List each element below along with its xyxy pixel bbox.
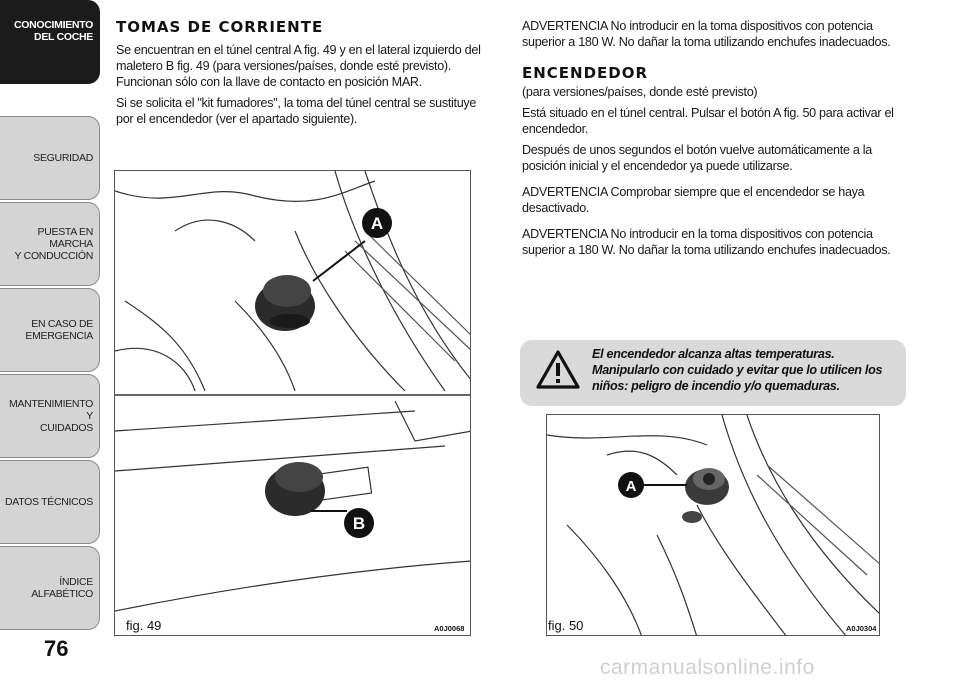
tab-mantenimiento[interactable]: MANTENIMIENTO Y CUIDADOS: [0, 374, 100, 458]
paragraph: Se encuentran en el túnel central A fig. 49 y en el lateral izquierdo del maletero B fig. 49 (para versiones/países, donde esté previsto). Funcionan sólo con la llave de contacto en posición MAR.: [116, 43, 481, 89]
section-heading-tomas: TOMAS DE CORRIENTE: [116, 18, 324, 36]
warning-triangle-icon: [536, 350, 580, 390]
warning-paragraph: ADVERTENCIA No introducir en la toma dispositivos con potencia superior a 180 W. No dañar la toma utilizando enchufes inadecuados.: [522, 19, 891, 49]
tab-indice-alfabetico[interactable]: ÍNDICE ALFABÉTICO: [0, 546, 100, 630]
page-number: 76: [44, 636, 69, 661]
figure-49-caption: fig. 49: [126, 618, 162, 633]
figure-49-label-b: B: [352, 514, 366, 533]
tab-conocimiento-del-coche[interactable]: CONOCIMIENTO DEL COCHE: [0, 0, 100, 84]
figure-50: [546, 414, 880, 636]
warning-box: [520, 340, 906, 406]
chapter-sidebar: [0, 0, 100, 640]
watermark-text: carmanualsonline.info: [600, 656, 815, 679]
figure-49-illustration: [115, 171, 471, 636]
tab-datos-tecnicos[interactable]: DATOS TÉCNICOS: [0, 460, 100, 544]
figure-49-label-a: A: [370, 214, 384, 233]
figure-49: [114, 170, 471, 636]
right-column: [522, 18, 912, 263]
figure-50-code: A0J0304: [846, 624, 877, 633]
tab-seguridad[interactable]: SEGURIDAD: [0, 116, 100, 200]
paragraph: (para versiones/países, donde esté previsto): [522, 85, 758, 99]
paragraph: ADVERTENCIA Comprobar siempre que el encendedor se haya desactivado.: [522, 185, 865, 215]
left-column: [116, 18, 496, 132]
tab-en-caso-de-emergencia[interactable]: EN CASO DE EMERGENCIA: [0, 288, 100, 372]
figure-50-label-a: A: [625, 478, 637, 495]
warning-text: El encendedor alcanza altas temperaturas. Manipularlo con cuidado y evitar que lo utilicen los niños: peligro de incendio y/o quemaduras.: [592, 347, 883, 393]
section-heading-encendedor: ENCENDEDOR: [522, 64, 649, 82]
figure-50-caption: fig. 50: [548, 618, 584, 633]
paragraph: ADVERTENCIA No introducir en la toma dispositivos con potencia superior a 180 W. No dañar la toma utilizando enchufes inadecuados.: [522, 227, 891, 257]
figure-49-code: A0J0068: [434, 624, 465, 633]
tab-puesta-en-marcha[interactable]: PUESTA EN MARCHA Y CONDUCCIÓN: [0, 202, 100, 286]
paragraph: Después de unos segundos el botón vuelve automáticamente a la posición inicial y el encendedor ya puede utilizarse.: [522, 143, 872, 173]
figure-50-illustration: [547, 415, 880, 636]
paragraph: Está situado en el túnel central. Pulsar el botón A fig. 50 para activar el encendedor.: [522, 106, 894, 136]
paragraph: Si se solicita el "kit fumadores", la toma del túnel central se sustituye por el encendedor (ver el apartado siguiente).: [116, 96, 477, 126]
